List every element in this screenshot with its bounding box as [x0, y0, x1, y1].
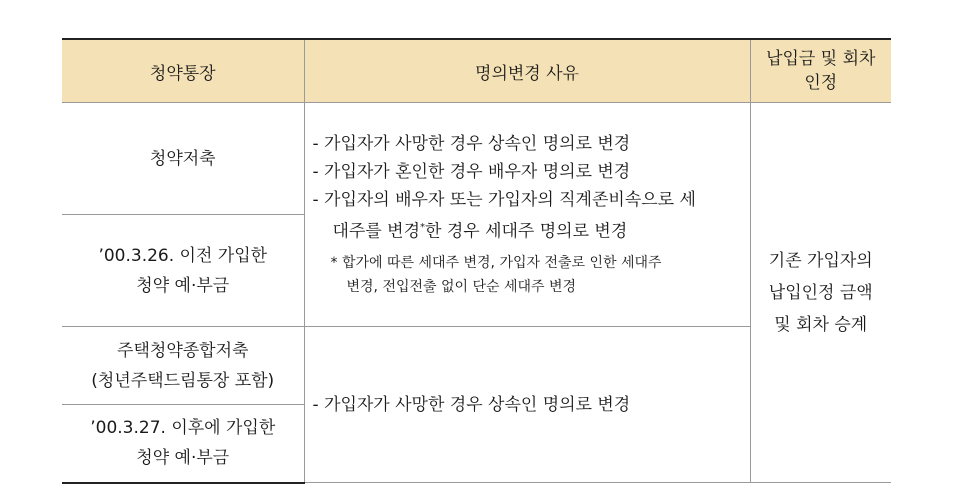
reason-marriage: - 가입자가 혼인한 경우 배우자 명의로 변경	[312, 161, 631, 182]
footnote: * 합가에 따른 세대주 변경, 가입자 전출로 인한 세대주 변경, 전입전출 없이 단순 세대주 변경	[330, 255, 662, 296]
header-row	[62, 39, 891, 103]
header-recognition: 납입금 및 회차 인정	[750, 39, 891, 103]
reason-cell	[304, 103, 750, 327]
account-cell: 청약저축	[62, 103, 304, 215]
account-cell: 주택청약종합저축 (청년주택드림통장 포함)	[62, 327, 304, 405]
reason-death: - 가입자가 사망한 경우 상속인 명의로 변경	[312, 133, 631, 154]
account-cell: ’00.3.27. 이후에 가입한 청약 예·부금	[62, 405, 304, 483]
header-account: 청약통장	[62, 39, 304, 103]
name-change-table	[62, 38, 891, 484]
reason-cell	[304, 327, 750, 483]
reason-householder: - 가입자의 배우자 또는 가입자의 직계존비속으로 세	[312, 189, 696, 210]
header-reason: 명의변경 사유	[304, 39, 750, 103]
reason-death: - 가입자가 사망한 경우 상속인 명의로 변경	[312, 394, 631, 415]
recognition-cell: 기존 가입자의 납입인정 금액 및 회차 승계	[750, 103, 891, 483]
reason-householder-cont: 대주를 변경*한 경우 세대주 명의로 변경	[332, 221, 628, 242]
table-row	[62, 103, 891, 215]
account-cell: ’00.3.26. 이전 가입한 청약 예·부금	[62, 215, 304, 327]
